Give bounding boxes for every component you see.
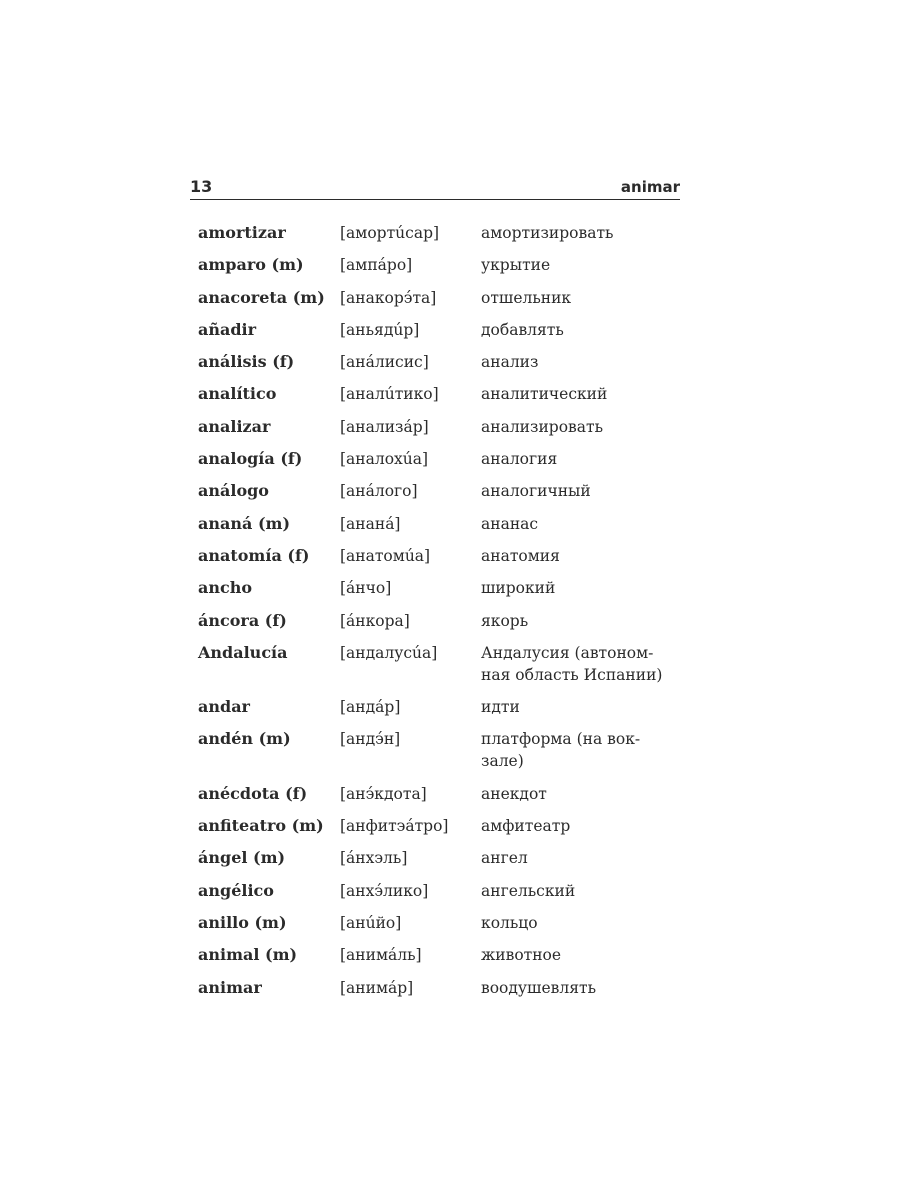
entry-pronunciation: [амортúсар] (340, 224, 440, 242)
entry-translation: якорь (481, 611, 529, 630)
guide-word: animar (620, 178, 680, 196)
entry-pronunciation: [андэ́н] (340, 730, 401, 749)
entry-pronunciation: [анфитэáтро] (340, 817, 449, 836)
entry-translation: отшельник (481, 288, 572, 307)
entry-pronunciation: [ампáро] (340, 256, 413, 275)
entry-row (190, 351, 680, 373)
entry-word: ángel (m) (198, 848, 286, 868)
running-head (190, 172, 680, 200)
entry-translation: ангел (481, 849, 528, 868)
entry-row (190, 815, 680, 837)
entry-translation: воодушевлять (481, 978, 597, 997)
entry-pronunciation: [анимáль] (340, 946, 422, 965)
entry-translation: идти (481, 698, 520, 717)
entry-row (190, 254, 680, 276)
entry-translation: укрытие (481, 256, 551, 275)
entry-word: amortizar (198, 223, 286, 242)
entry-row (190, 944, 680, 966)
entry-row (190, 480, 680, 502)
entry-row (190, 977, 680, 999)
entry-pronunciation: [анакорэ́та] (340, 288, 437, 307)
entry-word: analizar (198, 416, 271, 436)
entry-pronunciation: [анхэ́лико] (340, 881, 429, 900)
entry-row (190, 448, 680, 470)
entry-translation: аналогия (481, 450, 558, 469)
entry-translation: животное (481, 946, 562, 965)
entry-row (190, 416, 680, 438)
entry-pronunciation: [аналохúа] (340, 450, 429, 469)
entry-pronunciation: [анимáр] (340, 978, 414, 997)
entry-row (190, 610, 680, 632)
entry-pronunciation: [андáр] (340, 698, 401, 717)
entry-word: anacoreta (m) (198, 287, 325, 307)
entry-word: anfiteatro (m) (198, 816, 324, 836)
page-number: 13 (190, 177, 213, 196)
entry-row (190, 728, 680, 772)
entry-word: animar (198, 977, 262, 997)
entry-pronunciation: [анатомúа] (340, 546, 431, 565)
entry-row (190, 642, 680, 686)
entry-translation: аналогичный (481, 482, 591, 501)
entry-translation: платформа (на вок-зале) (481, 730, 641, 771)
entry-translation: амортизировать (481, 224, 614, 242)
entry-row (190, 383, 680, 405)
entry-word: anillo (m) (198, 912, 287, 932)
entry-pronunciation: [анúйо] (340, 913, 402, 932)
entry-row (190, 319, 680, 341)
entry-pronunciation: [анализáр] (340, 417, 429, 436)
entry-pronunciation: [ананá] (340, 514, 401, 533)
entry-row (190, 880, 680, 902)
entry-word: analogía (f) (198, 449, 303, 469)
entry-translation: Андалусия (автоном-ная область Испании) (481, 643, 663, 684)
entry-pronunciation: [анáлисис] (340, 353, 429, 372)
entry-row (190, 912, 680, 934)
entry-word: anatomía (f) (198, 545, 310, 565)
entry-word: anécdota (f) (198, 783, 308, 803)
entry-list (190, 222, 680, 999)
entry-translation: кольцо (481, 913, 538, 932)
entry-pronunciation: [аналúтико] (340, 385, 439, 404)
entry-pronunciation: [андалусúа] (340, 643, 438, 662)
entry-translation: широкий (481, 579, 556, 598)
entry-translation: добавлять (481, 320, 564, 339)
entry-row (190, 847, 680, 869)
entry-row (190, 222, 680, 244)
entry-row (190, 545, 680, 567)
entry-row (190, 513, 680, 535)
entry-word: añadir (198, 319, 257, 339)
entry-word: andén (m) (198, 729, 291, 749)
entry-translation: ананас (481, 514, 539, 533)
entry-word: angélico (198, 880, 274, 900)
entry-word: amparo (m) (198, 255, 304, 275)
entry-translation: анализ (481, 353, 539, 372)
entry-translation: амфитеатр (481, 817, 571, 836)
entry-pronunciation: [анáлого] (340, 482, 418, 501)
entry-pronunciation: [áнхэль] (340, 849, 408, 868)
dictionary-page (190, 172, 680, 1009)
entry-pronunciation: [áнчо] (340, 579, 392, 598)
entry-translation: ангельский (481, 881, 576, 900)
entry-translation: анализировать (481, 417, 604, 436)
entry-word: analítico (198, 384, 277, 404)
entry-pronunciation: [áнкора] (340, 611, 410, 630)
entry-word: Andalucía (198, 642, 288, 662)
entry-translation: анатомия (481, 546, 560, 565)
entry-translation: анекдот (481, 784, 547, 803)
entry-word: ananá (m) (198, 513, 291, 533)
entry-word: animal (m) (198, 945, 298, 965)
entry-word: ancho (198, 578, 253, 598)
entry-pronunciation: [анэ́кдота] (340, 784, 427, 803)
entry-word: análisis (f) (198, 352, 295, 372)
entry-row (190, 783, 680, 805)
entry-row (190, 577, 680, 599)
entry-pronunciation: [аньядúр] (340, 320, 420, 339)
entry-word: áncora (f) (198, 610, 287, 630)
entry-row (190, 696, 680, 718)
entry-word: análogo (198, 481, 269, 501)
entry-word: andar (198, 697, 250, 717)
entry-translation: аналитический (481, 385, 608, 404)
entry-row (190, 287, 680, 309)
